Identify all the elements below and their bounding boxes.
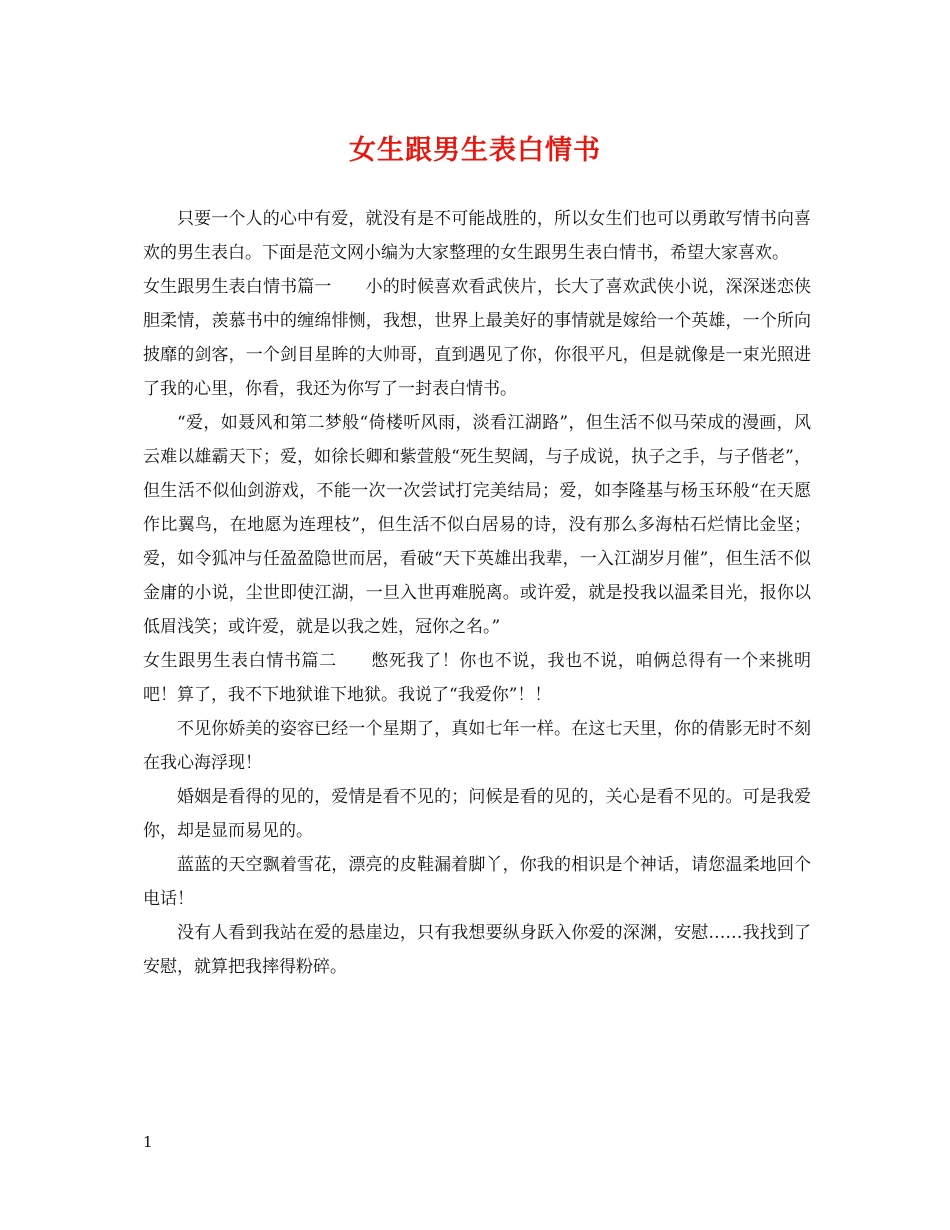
section-one-text: 小的时候喜欢看武侠片，长大了喜欢武侠小说，深深迷恋侠胆柔情，羡慕书中的缠绵悱恻，我想，世界上最美好的事情就是嫁给一个英雄，一个所向披靡的剑客，一个剑目星眸的大帅哥，直到遇见了你，你很平凡，但是就像是一束光照进了我的心里，你看，我还为你写了一封表白情书。 [143, 277, 812, 399]
page-number: 1 [143, 1133, 153, 1151]
body-paragraph: 没有人看到我站在爱的悬崖边，只有我想要纵身跃入你爱的深渊，安慰……我找到了安慰，就算把我摔得粉碎。 [143, 923, 811, 977]
body-paragraph: 不见你娇美的姿容已经一个星期了，真如七年一样。在这七天里，你的倩影无时不刻在我心海浮现！ [143, 719, 811, 773]
intro-paragraph: 只要一个人的心中有爱，就没有是不可能战胜的，所以女生们也可以勇敢写情书向喜欢的男生表白。下面是范文网小编为大家整理的女生跟男生表白情书，希望大家喜欢。 [143, 209, 811, 263]
body-paragraph: 蓝蓝的天空飘着雪花，漂亮的皮鞋漏着脚丫，你我的相识是个神话，请您温柔地回个电话！ [143, 855, 811, 909]
section-two-heading: 女生跟男生表白情书篇二 [143, 651, 337, 671]
document-body [143, 202, 811, 984]
love-letter-paragraph: “爱，如聂风和第二梦般“倚楼听风雨，淡看江湖路”，但生活不似马荣成的漫画，风云难以雄霸天下；爱，如徐长卿和紫萱般“死生契阔，与子成说，执子之手，与子偕老”，但生活不似仙剑游戏，不能一次一次尝试打完美结局；爱，如李隆基与杨玉环般“在天愿作比翼鸟，在地愿为连理枝”，但生活不似白居易的诗，没有那么多海枯石烂情比金坚；爱，如令狐冲与任盈盈隐世而居，看破“天下英雄出我辈，一入江湖岁月催”，但生活不似金庸的小说，尘世即使江湖，一旦入世再难脱离。或许爱，就是投我以温柔目光，报你以低眉浅笑；或许爱，就是以我之姓，冠你之名。” [143, 413, 811, 637]
body-paragraph: 婚姻是看得的见的，爱情是看不见的；问候是看的见的，关心是看不见的。可是我爱你，却是显而易见的。 [143, 787, 811, 841]
section-two-text: 憋死我了！你也不说，我也不说，咱俩总得有一个来挑明吧！算了，我不下地狱谁下地狱。我说了“我爱你”！！ [143, 651, 812, 705]
section-one-heading: 女生跟男生表白情书篇一 [143, 277, 332, 297]
section-two-paragraph [143, 644, 811, 712]
document-title: 女生跟男生表白情书 [349, 135, 601, 166]
section-one-paragraph [143, 270, 811, 406]
